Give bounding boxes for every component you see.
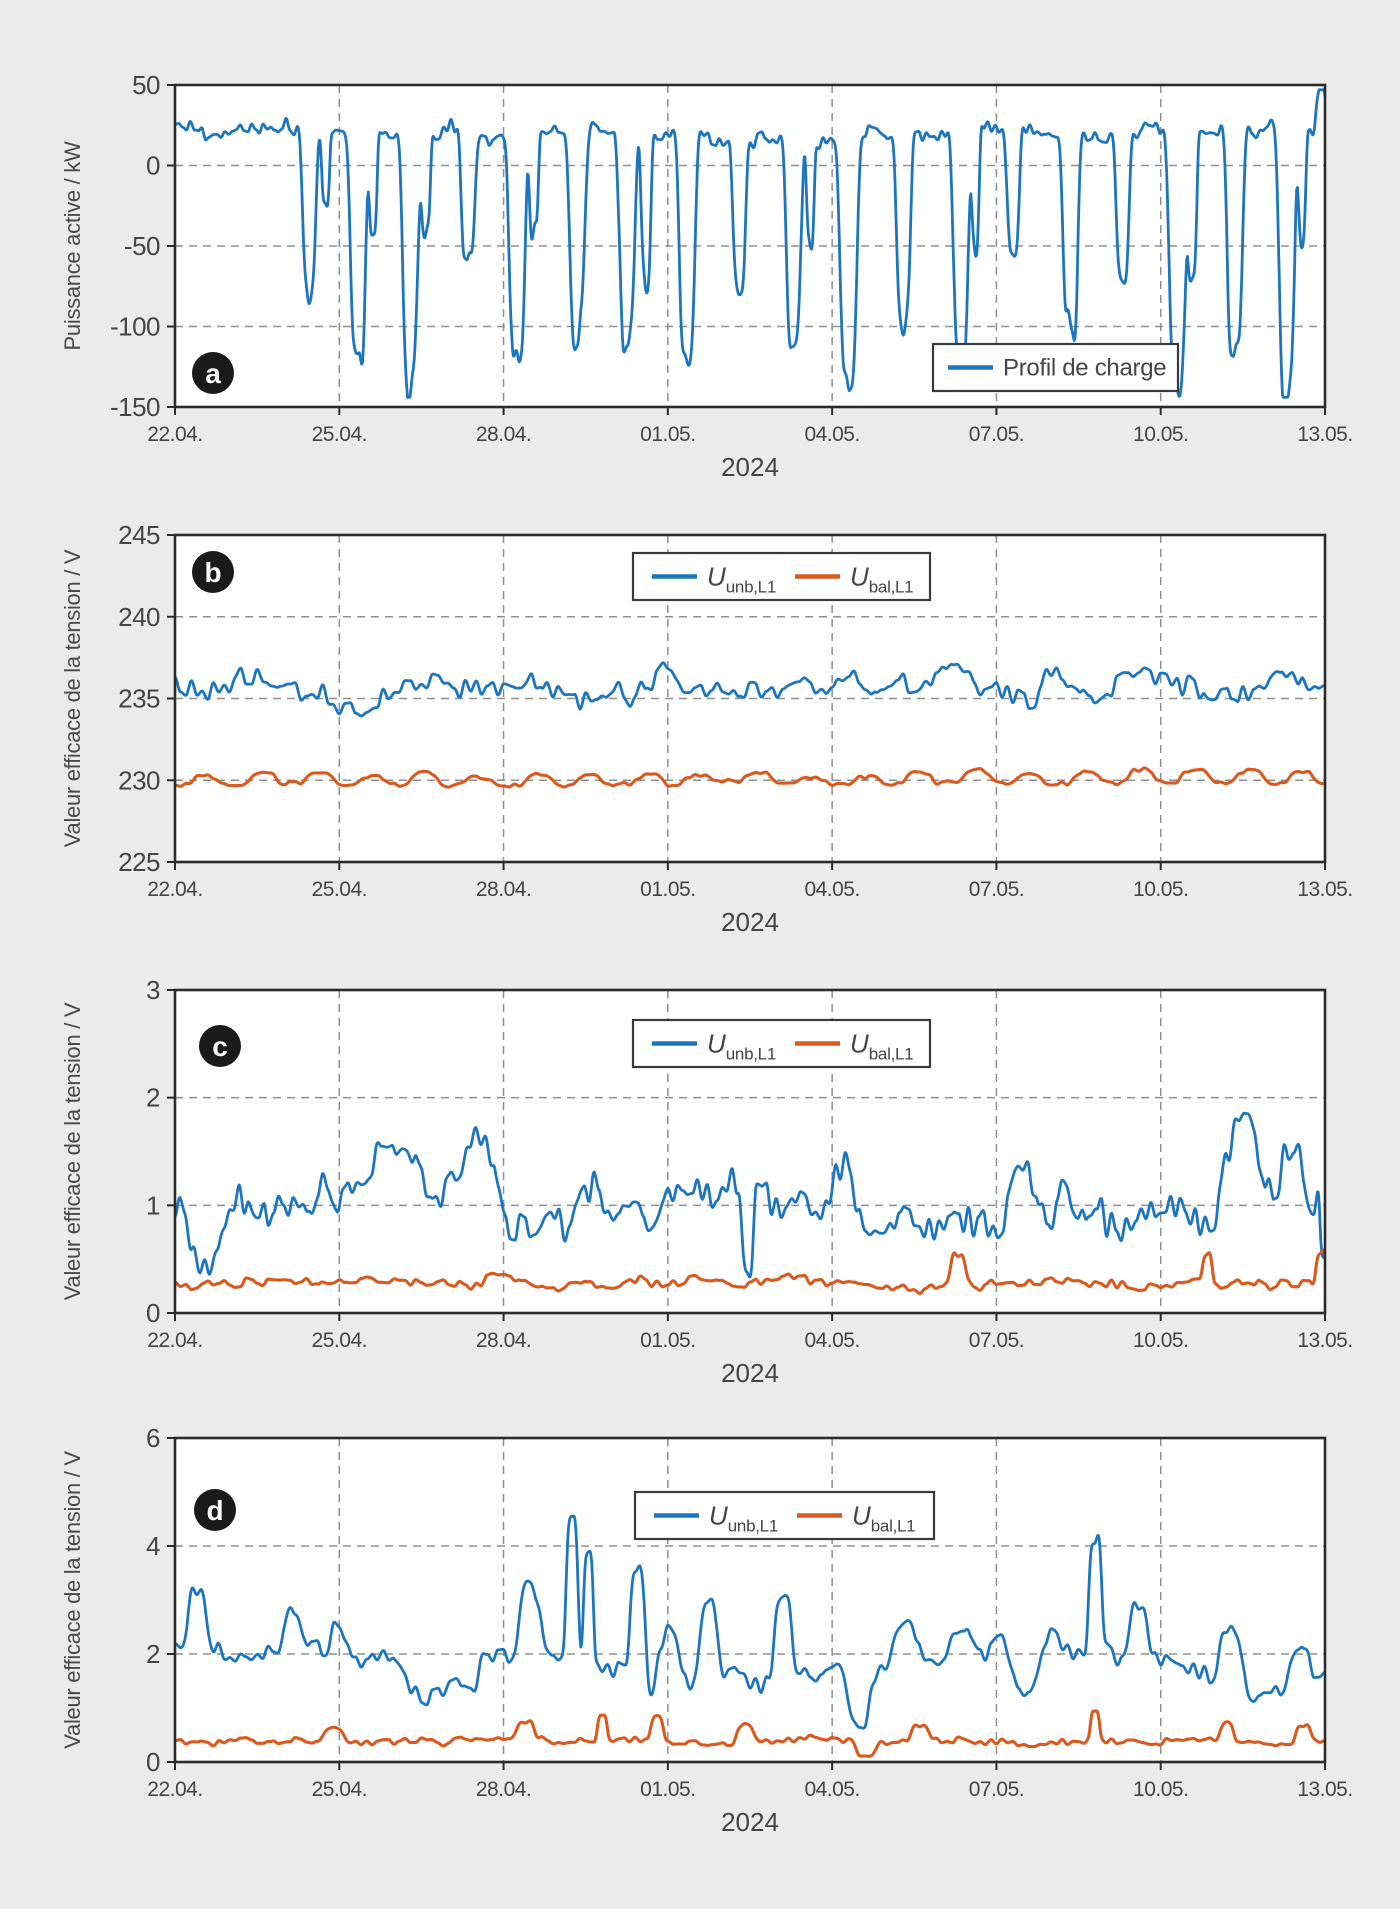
y-tick-label: 3 (146, 975, 160, 1005)
x-tick-label: 25.04. (311, 1329, 367, 1352)
y-tick-label: 230 (118, 765, 160, 796)
legend-label-main: U (850, 561, 869, 592)
legend-label-main: U (709, 1500, 728, 1531)
legend-label: Profil de charge (1003, 354, 1167, 382)
y-tick-label: 0 (146, 1298, 160, 1328)
x-axis-label: 2024 (721, 907, 779, 937)
x-axis-label: 2024 (721, 452, 779, 482)
legend-label-sub: bal,L1 (868, 1044, 914, 1064)
x-tick-label: 22.04. (147, 1778, 203, 1801)
x-tick-label: 10.05. (1133, 1329, 1189, 1352)
x-tick-label: 01.05. (640, 1778, 696, 1801)
legend-label-sub: unb,L1 (727, 1516, 778, 1536)
y-tick-label: 0 (146, 1747, 160, 1777)
y-tick-label: 235 (118, 683, 160, 714)
x-tick-label: 01.05. (640, 1329, 696, 1352)
legend-d (635, 1492, 934, 1539)
x-tick-label: 01.05. (640, 878, 696, 901)
x-tick-label: 25.04. (311, 423, 367, 446)
y-tick-label: 245 (118, 520, 160, 550)
y-tick-label: 2 (146, 1639, 160, 1669)
plot-area-d (175, 1438, 1325, 1762)
legend-label-sub: unb,L1 (725, 1044, 776, 1064)
x-tick-label: 22.04. (147, 423, 203, 446)
y-axis-label: Valeur efficace de la tension / V (60, 1002, 85, 1301)
x-tick-label: 04.05. (804, 878, 860, 901)
legend-label-sub: bal,L1 (868, 577, 914, 597)
x-tick-label: 28.04. (475, 878, 532, 901)
x-tick-label: 04.05. (804, 1329, 860, 1352)
x-axis-label: 2024 (721, 1358, 779, 1388)
legend-label-sub: bal,L1 (870, 1516, 916, 1536)
x-tick-label: 04.05. (804, 1778, 860, 1801)
badge-letter: c (212, 1031, 228, 1062)
x-tick-label: 07.05. (968, 878, 1025, 901)
x-tick-label: 10.05. (1133, 423, 1189, 446)
y-tick-label: 2 (146, 1082, 160, 1113)
x-tick-label: 10.05. (1133, 878, 1189, 901)
x-tick-label: 25.04. (311, 878, 367, 901)
panel-badge-b (192, 551, 234, 593)
x-tick-label: 22.04. (147, 878, 203, 901)
legend-label-main: U (852, 1500, 871, 1531)
x-tick-label: 28.04. (475, 1778, 532, 1801)
x-tick-label: 07.05. (968, 423, 1025, 446)
x-tick-label: 25.04. (311, 1778, 367, 1801)
x-tick-label: 28.04. (475, 1329, 532, 1352)
x-tick-label: 13.05. (1297, 423, 1353, 446)
y-tick-label: -100 (109, 311, 160, 342)
y-tick-label: 240 (118, 601, 160, 632)
badge-letter: a (205, 358, 221, 389)
x-tick-label: 13.05. (1297, 1329, 1353, 1352)
x-tick-label: 04.05. (804, 423, 860, 446)
x-tick-label: 28.04. (475, 423, 532, 446)
badge-letter: b (204, 557, 222, 588)
panel-badge-c (199, 1025, 241, 1067)
x-tick-label: 07.05. (968, 1329, 1025, 1352)
legend-b (633, 553, 930, 600)
x-tick-label: 13.05. (1297, 1778, 1353, 1801)
y-axis-label: Valeur efficace de la tension / V (60, 1451, 85, 1749)
x-tick-label: 13.05. (1297, 878, 1353, 901)
y-tick-label: -50 (123, 231, 160, 261)
x-tick-label: 22.04. (147, 1329, 203, 1352)
x-axis-label: 2024 (721, 1807, 779, 1837)
y-tick-label: 50 (132, 70, 160, 100)
y-tick-label: 1 (146, 1190, 160, 1221)
legend-label-main: U (707, 561, 726, 592)
y-axis-label: Valeur efficace de la tension / V (60, 549, 85, 848)
y-axis-label: Puissance active / kW (60, 141, 85, 351)
y-tick-label: 225 (118, 847, 160, 877)
legend-label-main: U (850, 1028, 869, 1059)
legend-c (633, 1020, 930, 1067)
y-tick-label: 0 (146, 150, 160, 181)
x-tick-label: 10.05. (1133, 1778, 1189, 1801)
y-tick-label: -150 (109, 392, 160, 422)
x-tick-label: 01.05. (640, 423, 696, 446)
badge-letter: d (206, 1495, 224, 1526)
legend-label-main: U (707, 1028, 726, 1059)
x-tick-label: 07.05. (968, 1778, 1025, 1801)
panel-badge-a (192, 352, 234, 394)
y-tick-label: 6 (146, 1423, 160, 1453)
legend-label-sub: unb,L1 (725, 577, 776, 597)
y-tick-label: 4 (146, 1531, 160, 1561)
legend-a (933, 344, 1178, 391)
panel-badge-d (194, 1489, 236, 1531)
